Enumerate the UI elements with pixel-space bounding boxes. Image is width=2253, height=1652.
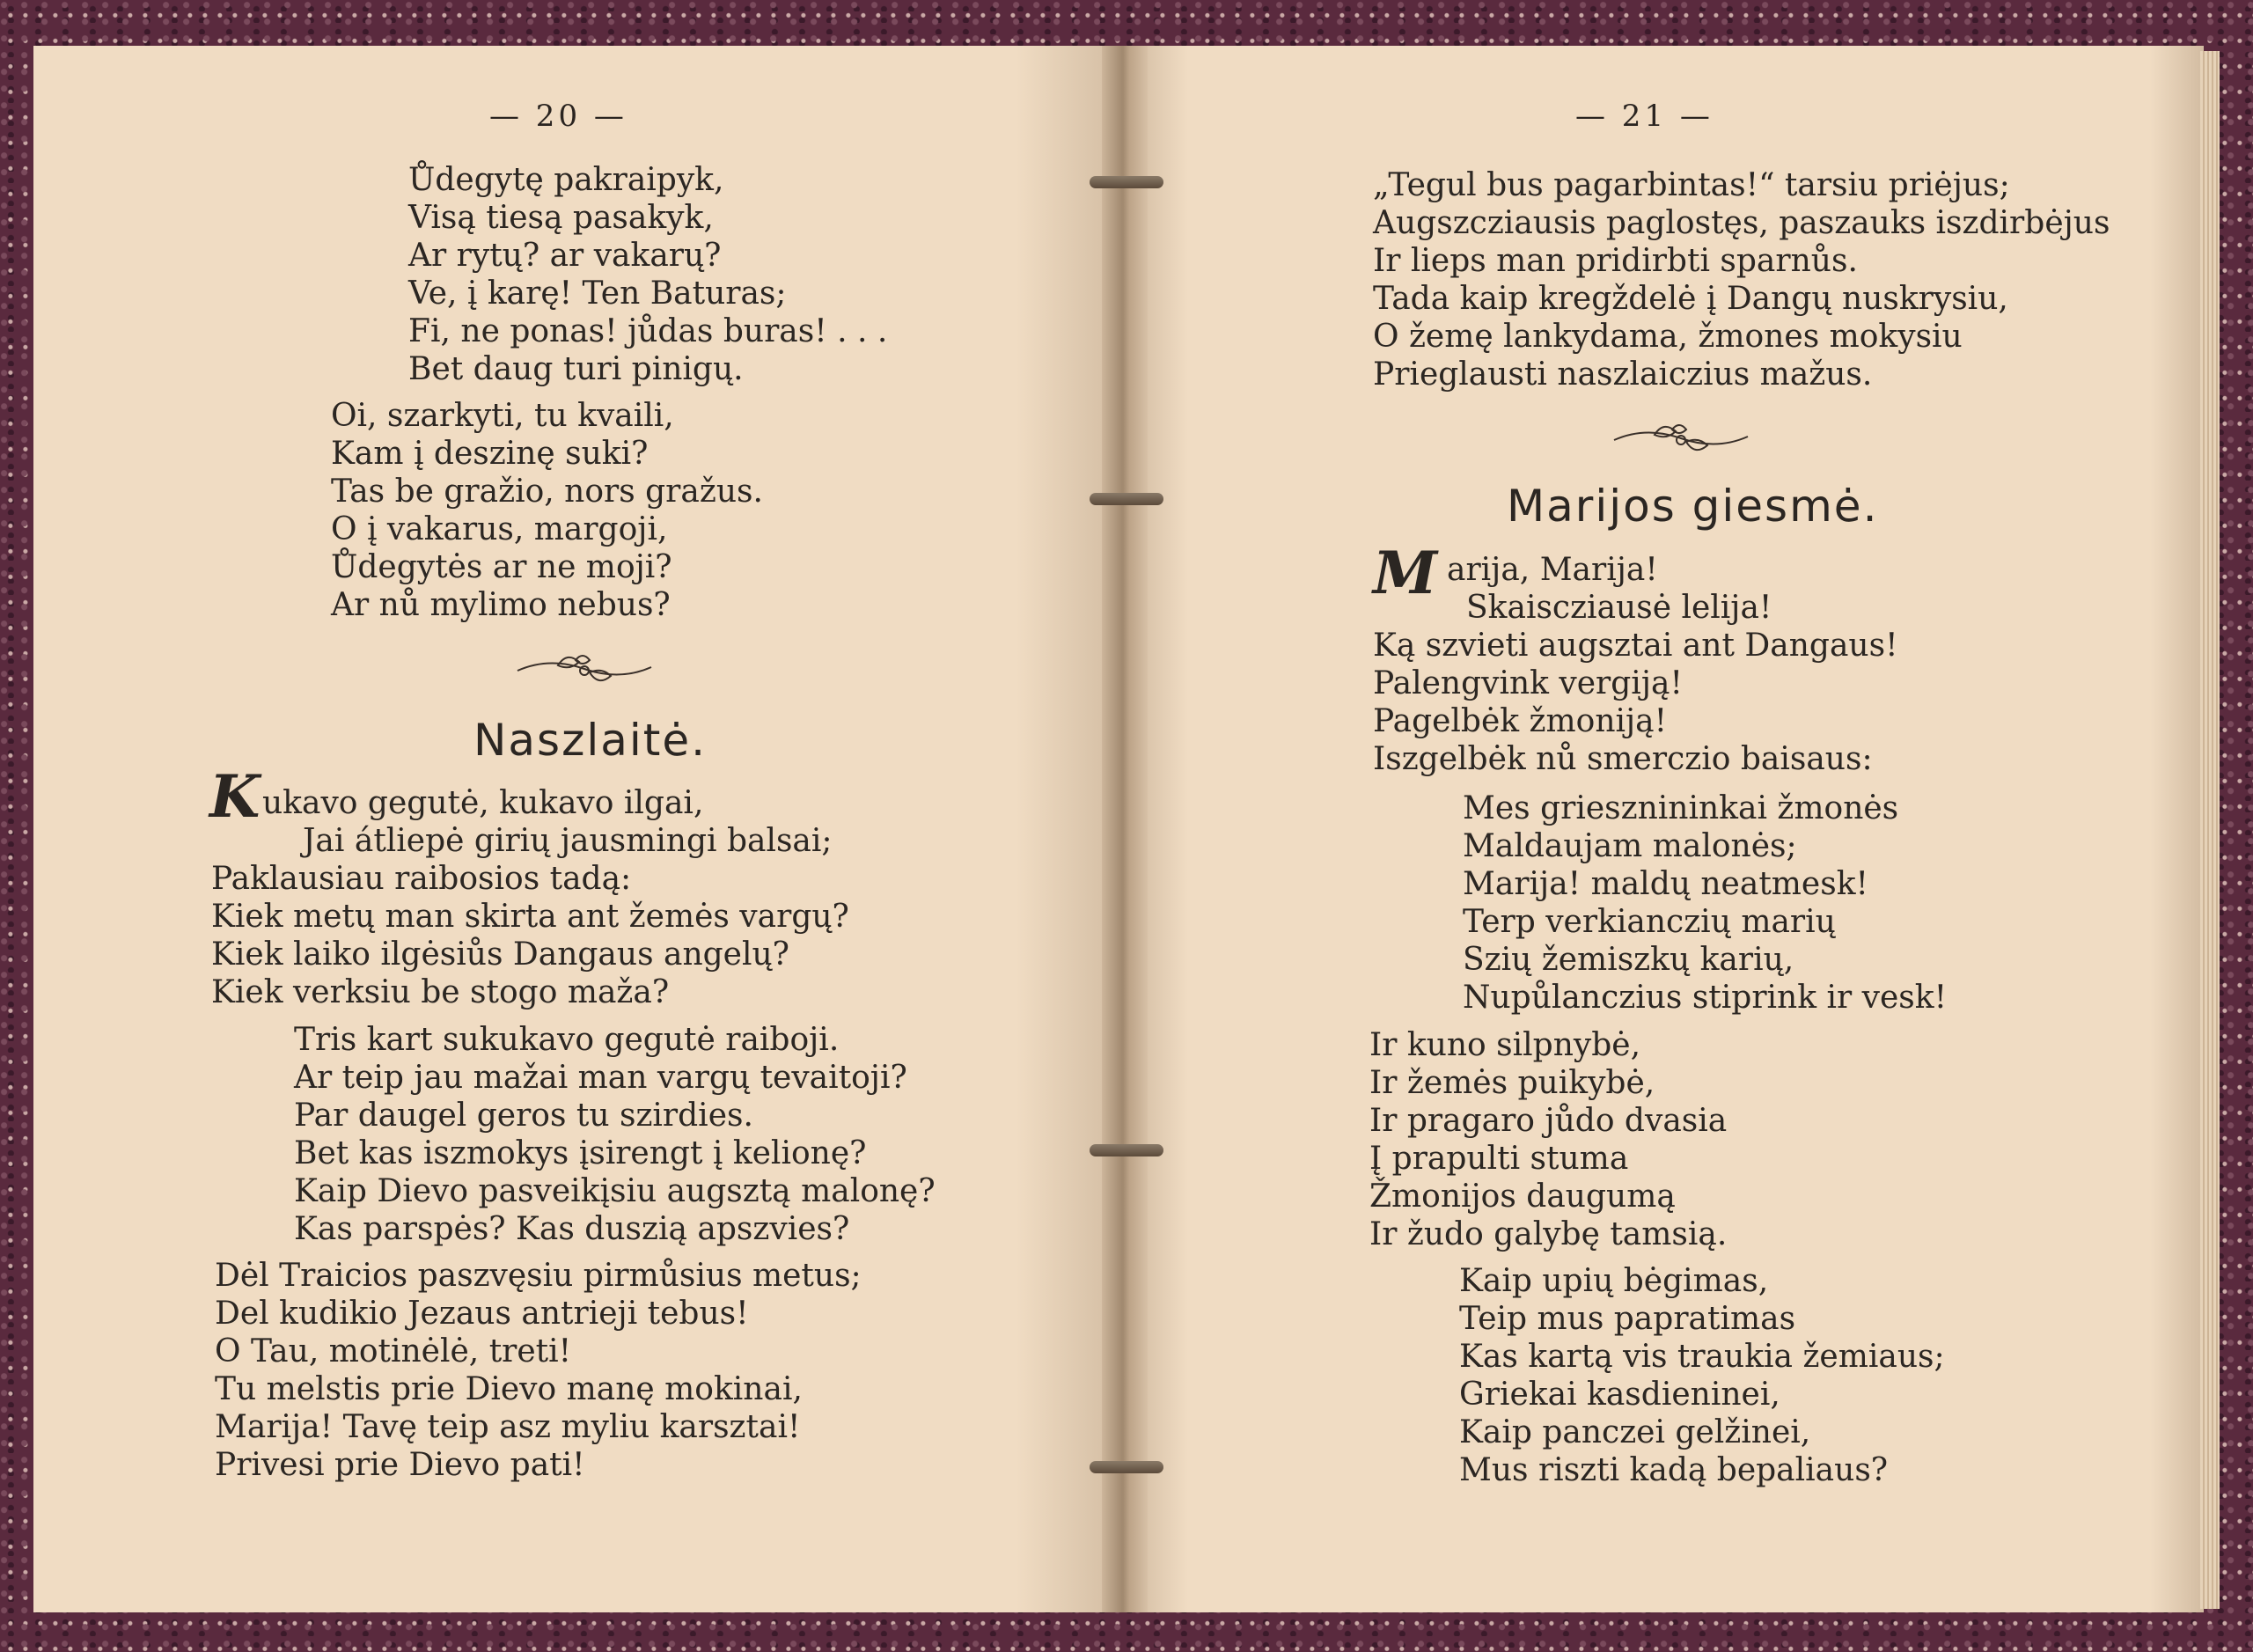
- binding-stitch: [1090, 493, 1163, 505]
- verse-line: Tris kart sukukavo gegutė raiboji.: [294, 1022, 840, 1058]
- verse-line: O Tau, motinėlė, treti!: [215, 1333, 572, 1369]
- verse-line: arija, Marija!: [1447, 552, 1658, 588]
- verse-line: Kas kartą vis traukia žemiaus;: [1459, 1339, 1945, 1375]
- verse-line: Prieglausti naszlaiczius mažus.: [1373, 356, 1873, 393]
- verse-line: Par daugel geros tu szirdies.: [294, 1098, 753, 1134]
- verse-line: Ir žemės puikybė,: [1369, 1065, 1655, 1101]
- verse-line: Dėl Traicios paszvęsiu pirmůsius metus;: [215, 1258, 862, 1294]
- binding-stitch: [1090, 176, 1163, 188]
- decorative-initial: K: [209, 762, 261, 831]
- verse-line: Kiek verksiu be stogo maža?: [211, 974, 670, 1010]
- verse-line: Ką szvieti augsztai ant Dangaus!: [1373, 628, 1898, 664]
- verse-line: Ve, į karę! Ten Baturas;: [408, 275, 787, 312]
- floral-ornament-icon: [1611, 417, 1751, 459]
- verse-line: Ar teip jau mažai man vargų tevaitoji?: [294, 1060, 907, 1096]
- binding-stitch: [1090, 1144, 1163, 1156]
- poem-title: Naszlaitė.: [473, 715, 708, 766]
- verse-line: O į vakarus, margoji,: [331, 511, 668, 547]
- page-number-right: — 21 —: [1575, 99, 1714, 134]
- verse-line: Palengvink vergiją!: [1373, 665, 1683, 701]
- verse-line: Terp verkianczių marių: [1463, 904, 1836, 940]
- verse-line: Mus riszti kadą bepaliaus?: [1459, 1452, 1889, 1488]
- verse-line: Griekai kasdieninei,: [1459, 1377, 1780, 1413]
- floral-ornament-icon: [514, 648, 655, 690]
- verse-line: Kiek metų man skirta ant žemės vargų?: [211, 899, 849, 935]
- verse-line: Jai átliepė girių jausmingi balsai;: [303, 823, 833, 859]
- verse-line: Oi, szarkyti, tu kvaili,: [331, 398, 674, 434]
- verse-line: Ar rytų? ar vakarų?: [408, 238, 722, 274]
- verse-line: ukavo gegutė, kukavo ilgai,: [262, 785, 704, 821]
- verse-line: Tada kaip kregždelė į Dangų nuskrysiu,: [1373, 281, 2008, 317]
- verse-line: Maldaujam malonės;: [1463, 828, 1797, 864]
- verse-line: Nupůlanczius stiprink ir vesk!: [1463, 980, 1948, 1016]
- verse-line: Kaip Dievo pasveikįsiu augsztą malonę?: [294, 1173, 936, 1209]
- verse-line: Kaip upių bėgimas,: [1459, 1263, 1769, 1299]
- verse-line: Pagelbėk žmoniją!: [1373, 703, 1668, 739]
- verse-line: Teip mus papratimas: [1459, 1301, 1796, 1337]
- verse-line: Kaip panczei gelžinei,: [1459, 1414, 1811, 1450]
- decorative-initial: M: [1373, 539, 1438, 607]
- verse-line: Kam į deszinę suki?: [331, 436, 649, 472]
- verse-line: Ar nů mylimo nebus?: [331, 587, 671, 623]
- verse-line: Tas be gražio, nors gražus.: [331, 474, 763, 510]
- verse-line: Žmonijos daugumą: [1369, 1178, 1676, 1215]
- verse-line: Szių žemiszkų karių,: [1463, 942, 1794, 978]
- verse-line: Privesi prie Dievo pati!: [215, 1447, 585, 1483]
- binding-stitch: [1090, 1461, 1163, 1473]
- page-edges: [2200, 51, 2220, 1609]
- poem-title: Marijos giesmė.: [1507, 481, 1879, 532]
- verse-line: Į prapulti stuma: [1369, 1141, 1629, 1177]
- verse-line: Ůdegytės ar ne moji?: [331, 549, 672, 585]
- verse-line: Fi, ne ponas! jůdas buras! . . .: [408, 313, 888, 349]
- verse-line: Ir kuno silpnybė,: [1369, 1027, 1641, 1063]
- verse-line: Kas parspės? Kas duszią apszvies?: [294, 1211, 850, 1247]
- verse-line: Ir žudo galybę tamsią.: [1369, 1216, 1728, 1252]
- book-gutter: [1102, 46, 1148, 1612]
- verse-line: Paklausiau raibosios tadą:: [211, 861, 632, 897]
- verse-line: Mes griesznininkai žmonės: [1463, 790, 1899, 826]
- verse-line: Augszcziausis paglostęs, paszauks iszdirbėjus: [1373, 205, 2110, 241]
- verse-line: Bet daug turi pinigų.: [408, 351, 744, 387]
- verse-line: Iszgelbėk nů smerczio baisaus:: [1373, 741, 1873, 777]
- verse-line: Del kudikio Jezaus antrieji tebus!: [215, 1296, 749, 1332]
- verse-line: Kiek laiko ilgėsiůs Dangaus angelų?: [211, 936, 789, 973]
- verse-line: Visą tiesą pasakyk,: [408, 200, 714, 236]
- verse-line: O žemę lankydama, žmones mokysiu: [1373, 319, 1963, 355]
- verse-line: Marija! Tavę teip asz myliu karsztai!: [215, 1409, 801, 1445]
- verse-line: „Tegul bus pagarbintas!“ tarsiu priėjus;: [1373, 167, 2010, 203]
- verse-line: Tu melstis prie Dievo manę mokinai,: [215, 1371, 803, 1407]
- verse-line: Marija! maldų neatmesk!: [1463, 866, 1868, 902]
- verse-line: Ir lieps man pridirbti sparnůs.: [1373, 243, 1858, 279]
- verse-line: Ir pragaro jůdo dvasia: [1369, 1103, 1728, 1139]
- verse-line: Bet kas iszmokys įsirengt į kelionę?: [294, 1135, 867, 1171]
- verse-line: Skaiscziausė lelija!: [1466, 590, 1772, 626]
- verse-line: Ůdegytę pakraipyk,: [408, 162, 724, 198]
- page-number-left: — 20 —: [489, 99, 627, 134]
